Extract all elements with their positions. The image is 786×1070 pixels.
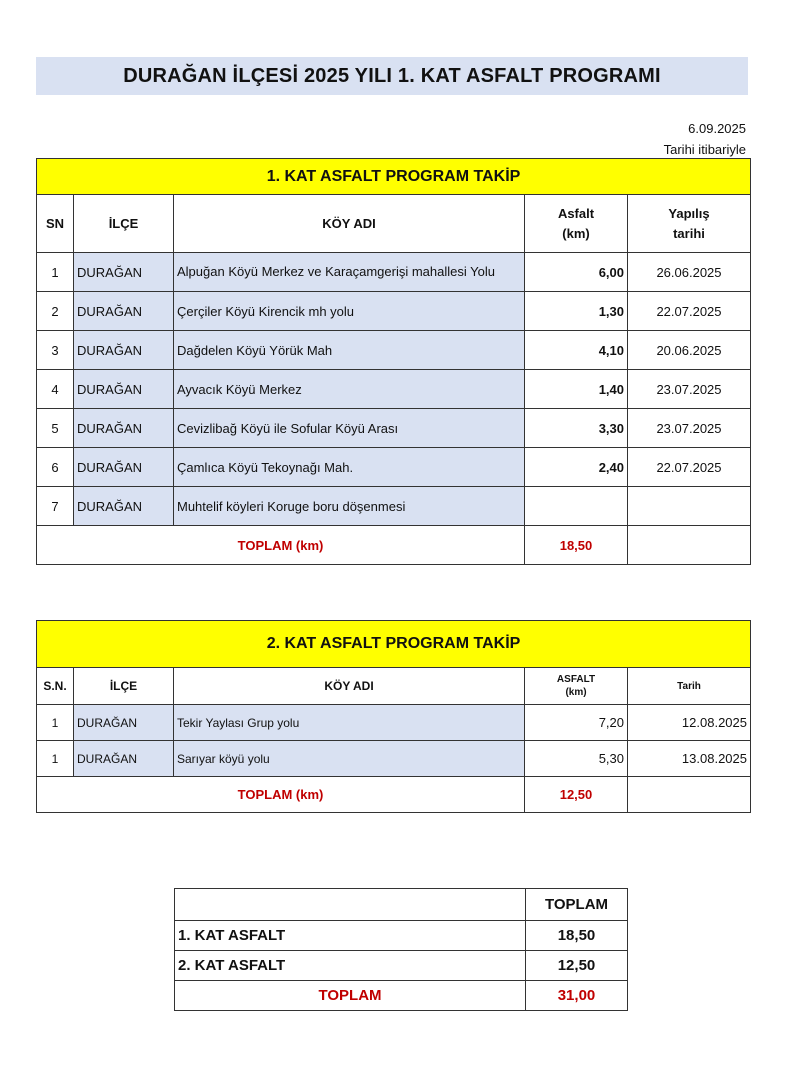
row-ilce: DURAĞAN	[74, 741, 174, 777]
table-row	[37, 253, 751, 292]
col-tarih	[628, 195, 751, 253]
total-label: TOPLAM (km)	[37, 777, 525, 813]
date-block	[664, 118, 746, 160]
row-tarih: 23.07.2025	[628, 370, 751, 409]
row-tarih: 26.06.2025	[628, 253, 751, 292]
summary-empty-header	[175, 889, 526, 921]
row-tarih: 23.07.2025	[628, 409, 751, 448]
row-ilce: DURAĞAN	[74, 409, 174, 448]
row-sn: 1	[37, 705, 74, 741]
first-layer-heading: 1. KAT ASFALT PROGRAM TAKİP	[37, 159, 751, 195]
table-row	[37, 331, 751, 370]
row-tarih: 22.07.2025	[628, 448, 751, 487]
col-asfalt	[525, 668, 628, 705]
col-sn: S.N.	[37, 668, 74, 705]
row-koy: Cevizlibağ Köyü ile Sofular Köyü Arası	[174, 409, 525, 448]
row-ilce: DURAĞAN	[74, 705, 174, 741]
col-asfalt	[525, 195, 628, 253]
col-ilce: İLÇE	[74, 668, 174, 705]
row-km: 1,40	[525, 370, 628, 409]
row-tarih: 13.08.2025	[628, 741, 751, 777]
row-km	[525, 487, 628, 526]
table-row	[37, 370, 751, 409]
col-ilce: İLÇE	[74, 195, 174, 253]
row-tarih: 22.07.2025	[628, 292, 751, 331]
summary-value: 18,50	[526, 921, 628, 951]
row-koy: Alpuğan Köyü Merkez ve Karaçamgerişi mahallesi Yolu	[174, 253, 525, 292]
total-value: 12,50	[525, 777, 628, 813]
row-tarih: 20.06.2025	[628, 331, 751, 370]
row-ilce: DURAĞAN	[74, 253, 174, 292]
total-row	[37, 526, 751, 565]
row-km: 4,10	[525, 331, 628, 370]
summary-table	[174, 888, 628, 1011]
total-row	[37, 777, 751, 813]
summary-label: 2. KAT ASFALT	[175, 951, 526, 981]
summary-row	[175, 951, 628, 981]
row-sn: 3	[37, 331, 74, 370]
row-km: 7,20	[525, 705, 628, 741]
col-asfalt-line1: Asfalt	[557, 205, 595, 221]
summary-total-value: 31,00	[526, 981, 628, 1011]
col-koy: KÖY ADI	[174, 668, 525, 705]
row-km: 3,30	[525, 409, 628, 448]
total-empty	[628, 526, 751, 565]
col-tarih: Tarih	[628, 668, 751, 705]
total-empty	[628, 777, 751, 813]
col-sn: SN	[37, 195, 74, 253]
summary-label: 1. KAT ASFALT	[175, 921, 526, 951]
report-date: 6.09.2025	[688, 121, 746, 136]
col-koy: KÖY ADI	[174, 195, 525, 253]
row-koy: Tekir Yaylası Grup yolu	[174, 705, 525, 741]
row-sn: 4	[37, 370, 74, 409]
row-koy: Muhtelif köyleri Koruge boru döşenmesi	[174, 487, 525, 526]
row-koy: Dağdelen Köyü Yörük Mah	[174, 331, 525, 370]
row-ilce: DURAĞAN	[74, 331, 174, 370]
row-km: 1,30	[525, 292, 628, 331]
row-ilce: DURAĞAN	[74, 292, 174, 331]
summary-value: 12,50	[526, 951, 628, 981]
row-tarih: 12.08.2025	[628, 705, 751, 741]
row-sn: 1	[37, 253, 74, 292]
row-sn: 7	[37, 487, 74, 526]
table-row	[37, 705, 751, 741]
row-tarih	[628, 487, 751, 526]
row-koy: Ayvacık Köyü Merkez	[174, 370, 525, 409]
page-title: DURAĞAN İLÇESİ 2025 YILI 1. KAT ASFALT PROGRAMI	[36, 57, 748, 95]
summary-row	[175, 921, 628, 951]
row-sn: 1	[37, 741, 74, 777]
row-km: 6,00	[525, 253, 628, 292]
row-sn: 5	[37, 409, 74, 448]
first-layer-table	[36, 158, 751, 565]
row-ilce: DURAĞAN	[74, 448, 174, 487]
row-km: 5,30	[525, 741, 628, 777]
second-layer-heading: 2. KAT ASFALT PROGRAM TAKİP	[37, 621, 751, 668]
row-ilce: DURAĞAN	[74, 487, 174, 526]
summary-header: TOPLAM	[526, 889, 628, 921]
row-koy: Çamlıca Köyü Tekoynağı Mah.	[174, 448, 525, 487]
summary-total-row	[175, 981, 628, 1011]
table-row	[37, 741, 751, 777]
table-row	[37, 409, 751, 448]
col-asfalt-line1: ASFALT	[556, 674, 596, 685]
table-row	[37, 487, 751, 526]
table-row	[37, 292, 751, 331]
row-ilce: DURAĞAN	[74, 370, 174, 409]
row-koy: Çerçiler Köyü Kirencik mh yolu	[174, 292, 525, 331]
col-asfalt-line2: (km)	[562, 225, 590, 241]
row-sn: 2	[37, 292, 74, 331]
summary-total-label: TOPLAM	[175, 981, 526, 1011]
table-row	[37, 448, 751, 487]
report-date-caption: Tarihi itibariyle	[663, 142, 746, 157]
row-koy: Sarıyar köyü yolu	[174, 741, 525, 777]
total-value: 18,50	[525, 526, 628, 565]
row-sn: 6	[37, 448, 74, 487]
col-tarih-line1: Yapılış	[668, 205, 710, 221]
total-label: TOPLAM (km)	[37, 526, 525, 565]
second-layer-table	[36, 620, 751, 813]
col-tarih-line2: tarihi	[673, 225, 705, 241]
row-km: 2,40	[525, 448, 628, 487]
col-asfalt-line2: (km)	[565, 687, 587, 698]
